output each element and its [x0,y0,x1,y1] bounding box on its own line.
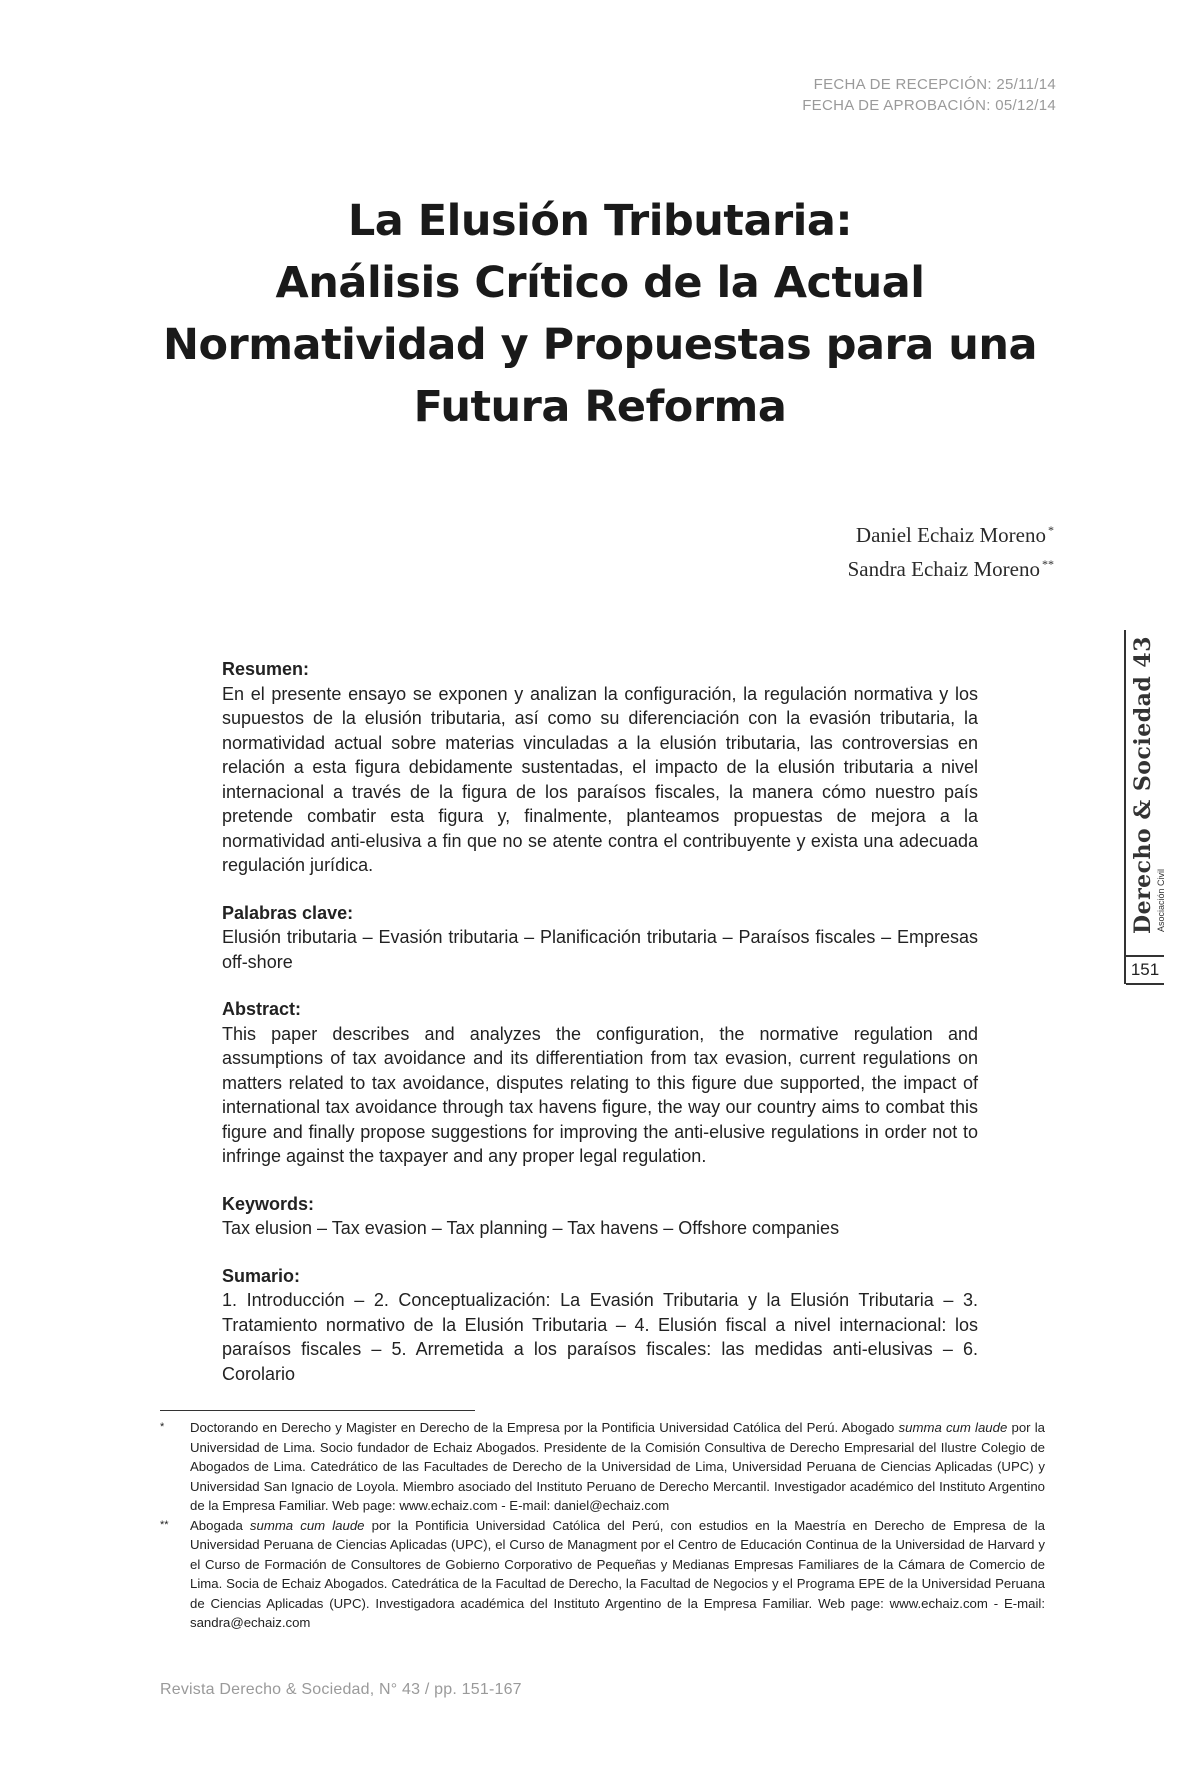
footnote-text: Abogada [190,1517,250,1533]
footnote-divider [160,1410,475,1411]
journal-sidebar [1124,630,1164,984]
palabras-clave-section [222,901,978,975]
sumario-section [222,1264,978,1387]
abstract-label: Abstract: [222,999,302,1019]
abstract-text: This paper describes and analyzes the configuration, the normative regulation and assumptions of tax avoidance and its differentiation from tax evasion, current regulations on matters related to tax avoidance, disputes relating to this figure due supported, the impact of international tax avoidance through tax havens figure, the way our country aims to combat this figure and finally propose suggestions for improving the anti-elusive regulations in order not to infringe against the taxpayer and any proper legal regulation. [222,1023,978,1166]
title-line: La Elusión Tributaria: [347,196,853,246]
submission-dates [802,74,1056,116]
footnote-emphasis: summa cum laude [249,1517,365,1533]
sumario-label: Sumario: [222,1265,301,1286]
footnote-mark: ** [160,1518,169,1531]
keywords-label: Keywords: [222,1193,315,1214]
palabras-clave-label: Palabras clave: [222,902,354,923]
title-line: Análisis Crítico de la Actual [275,258,925,308]
article-front-matter [222,657,978,1386]
author-footnote-mark[interactable]: ** [1042,557,1054,571]
resumen-section [222,657,978,878]
author-list [848,516,1054,584]
footnote-mark: * [160,1421,165,1433]
footnote-daniel [160,1418,1045,1516]
palabras-clave-text: Elusión tributaria – Evasión tributaria – Planificación tributaria – Paraísos fiscales – Empresas off-shore [222,927,978,972]
journal-name: Derecho & Sociedad 43 [1130,635,1156,934]
author-footnote-mark[interactable]: * [1048,523,1054,537]
footnote-text: por la Pontificia Universidad Católica del Perú, con estudios en la Maestría en Derecho de Empresa de la Universidad Peruana de Ciencias Aplicadas (UPC), el Curso de Managment por el Centro de Educación Continua de la Universidad de Harvard y el Curso de Formación de Consultores de Gobierno Corporativo de Pequeñas y Medianas Empresas Familiares de la Cámara de Comercio de Lima. Socia de Echaiz Abogados. Catedrática de la Facultad de Derecho, la Facultad de Negocios y el Programa EPE de la Universidad Peruana de Ciencias Aplicadas (UPC). Investigadora académica del Instituto Argentino de la Empresa Familiar. Web page: www.echaiz.com - E-mail: sandra@echaiz.com [190,1517,1045,1630]
association-label: Asociación Civil [1156,868,1166,932]
approval-date: FECHA DE APROBACIÓN: 05/12/14 [802,97,1056,114]
title-line: Normatividad y Propuestas para una [163,320,1037,370]
footnotes [160,1418,1045,1633]
footnote-text: por la Universidad de Lima. Socio fundador de Echaiz Abogados. Presidente de la Comisión Consultiva de Derecho Empresarial del Ilustre Colegio de Abogados de Lima. Catedrático de las Facultades de Derecho de la Universidad de Lima, Universidad Peruana de Ciencias Aplicadas (UPC) y Universidad San Ignacio de Loyola. Miembro asociado del Instituto Peruano de Derecho Mercantil. Investigador académico del Instituto Argentino de la Empresa Familiar. Web page: www.echaiz.com - E-mail: daniel@echaiz.com [190,1420,1045,1513]
author-name: Sandra Echaiz Moreno [847,557,1040,581]
author-sandra [848,550,1054,584]
footnote-text: Doctorando en Derecho y Magister en Derecho de la Empresa por la Pontificia Universidad Católica del Perú. Abogado [190,1420,899,1435]
footnote-emphasis: summa cum laude [898,1420,1008,1435]
sumario-text: 1. Introducción – 2. Conceptualización: La Evasión Tributaria y la Elusión Tributaria – 3. Tratamiento normativo de la Elusión Tributaria – 4. Elusión fiscal a nivel internacional: los paraísos fiscales – 5. Arremetida a los paraísos fiscales: las medidas anti-elusivas – 6. Corolario [222,1290,978,1384]
resumen-text: En el presente ensayo se exponen y analizan la configuración, la regulación normativa y los supuestos de la elusión tributaria, así como su diferenciación con la evasión tributaria, la normatividad actual sobre materias vinculadas a la elusión tributaria, las controversias en relación a esta figura debidamente sustentadas, el impacto de la elusión tributaria a nivel internacional a través de la figura de los paraísos fiscales, la manera cómo nuestro país pretende combatir esta figura y, finalmente, planteamos propuestas de mejora a la normatividad anti-elusiva a fin que no se atente contra el contribuyente y exista una adecuada regulación jurídica. [222,683,978,875]
page-number: 151 [1126,955,1164,985]
resumen-label: Resumen: [222,659,310,679]
reception-date: FECHA DE RECEPCIÓN: 25/11/14 [813,76,1056,93]
author-name: Daniel Echaiz Moreno [855,523,1046,547]
sidebar-journal-title [1130,635,1200,934]
title-line: Futura Reforma [413,382,787,432]
article-title [150,190,1050,438]
abstract-section [222,997,978,1169]
footnote-sandra [160,1516,1045,1633]
keywords-text: Tax elusion – Tax evasion – Tax planning – Tax havens – Offshore companies [222,1218,840,1238]
keywords-section [222,1192,978,1241]
journal-citation: Revista Derecho & Sociedad, N° 43 / pp. 151-167 [160,1681,522,1698]
sidebar-rule [1124,630,1126,984]
author-daniel [848,516,1054,550]
